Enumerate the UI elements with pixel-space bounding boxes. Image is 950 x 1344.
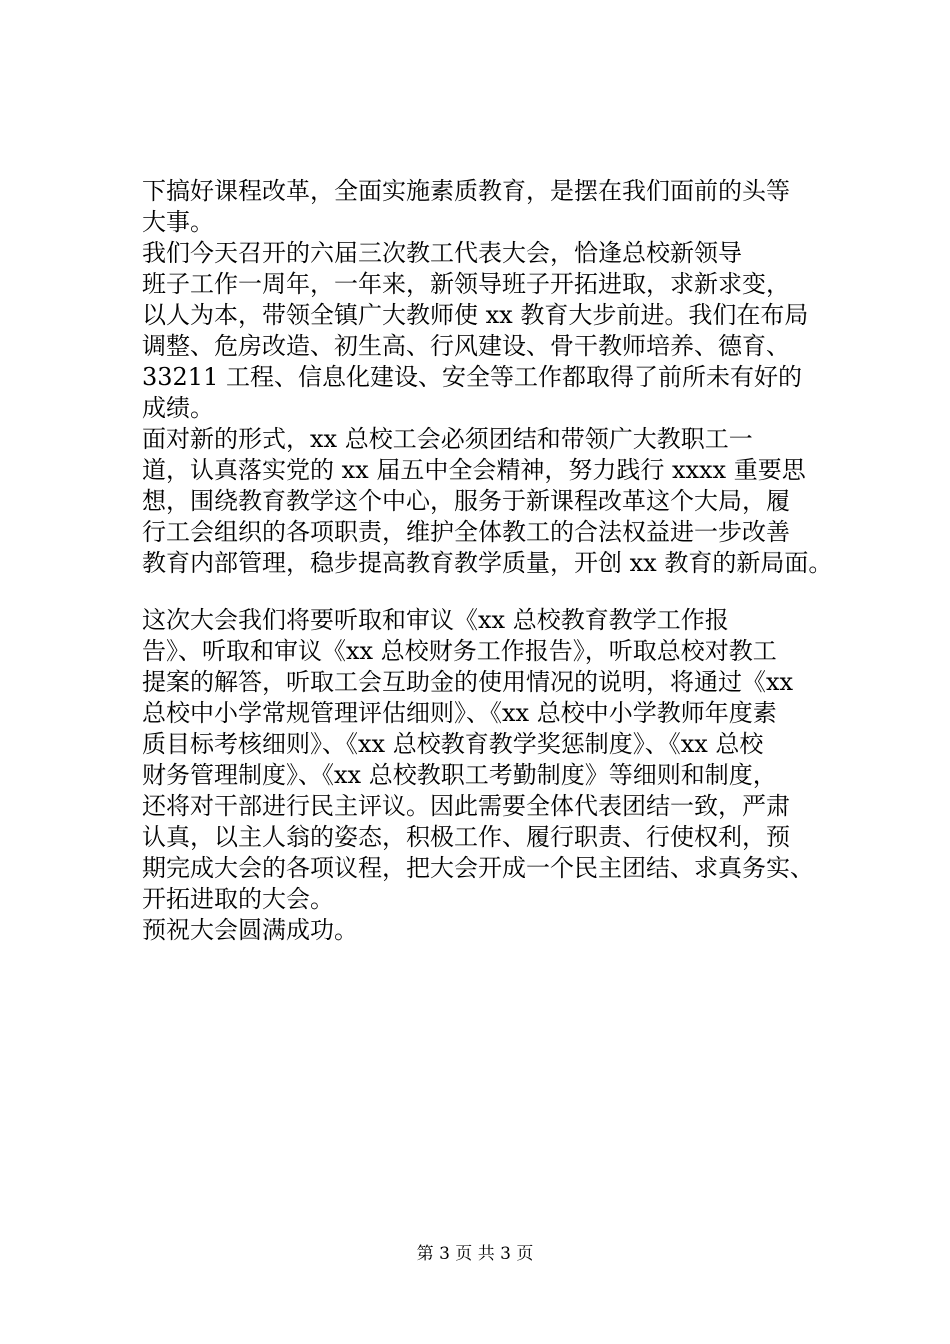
text-line: 这次大会我们将要听取和审议《xx 总校教育教学工作报 (142, 606, 729, 634)
text-line: 我们今天召开的六届三次教工代表大会，恰逢总校新领导 (142, 239, 742, 267)
text-line: 认真，以主人翁的姿态，积极工作、履行职责、行使权利，预 (142, 823, 790, 851)
text-line: 下搞好课程改革，全面实施素质教育，是摆在我们面前的头等 (142, 177, 790, 205)
text-line: 以人为本，带领全镇广大教师使 xx 教育大步前进。我们在布局 (142, 301, 809, 329)
text-line: 调整、危房改造、初生高、行风建设、骨干教师培养、德育、 (142, 332, 790, 360)
text-line: 想，围绕教育教学这个中心，服务于新课程改革这个大局，履 (142, 487, 790, 515)
text-line: 还将对干部进行民主评议。因此需要全体代表团结一致，严肃 (142, 792, 790, 820)
text-line: 总校中小学常规管理评估细则》、《xx 总校中小学教师年度素 (142, 699, 777, 727)
text-line: 开拓进取的大会。 (142, 885, 334, 913)
text-line: 成绩。 (142, 394, 214, 422)
text-line: 质目标考核细则》、《xx 总校教育教学奖惩制度》、《xx 总校 (142, 730, 764, 758)
text-line: 班子工作一周年，一年来，新领导班子开拓进取，求新求变， (142, 270, 790, 298)
text-line: 预祝大会圆满成功。 (142, 916, 358, 944)
text-line: 期完成大会的各项议程，把大会开成一个民主团结、求真务实、 (142, 854, 814, 882)
text-line: 提案的解答，听取工会互助金的使用情况的说明，将通过《xx (142, 668, 794, 696)
text-line: 面对新的形式，xx 总校工会必须团结和带领广大教职工一 (142, 425, 753, 453)
text-line: 道，认真落实党的 xx 届五中全会精神，努力践行 xxxx 重要思 (142, 456, 806, 484)
text-line: 告》、听取和审议《xx 总校财务工作报告》，听取总校对教工 (142, 637, 777, 665)
text-line: 财务管理制度》、《xx 总校教职工考勤制度》等细则和制度， (142, 761, 777, 789)
page-footer: 第 3 页 共 3 页 (416, 1244, 534, 1264)
text-line: 33211 工程、信息化建设、安全等工作都取得了前所未有好的 (142, 363, 802, 391)
text-line: 大事。 (142, 208, 214, 236)
text-line: 行工会组织的各项职责，维护全体教工的合法权益进一步改善 (142, 518, 790, 546)
text-line: 教育内部管理，稳步提高教育教学质量，开创 xx 教育的新局面。 (142, 549, 833, 577)
